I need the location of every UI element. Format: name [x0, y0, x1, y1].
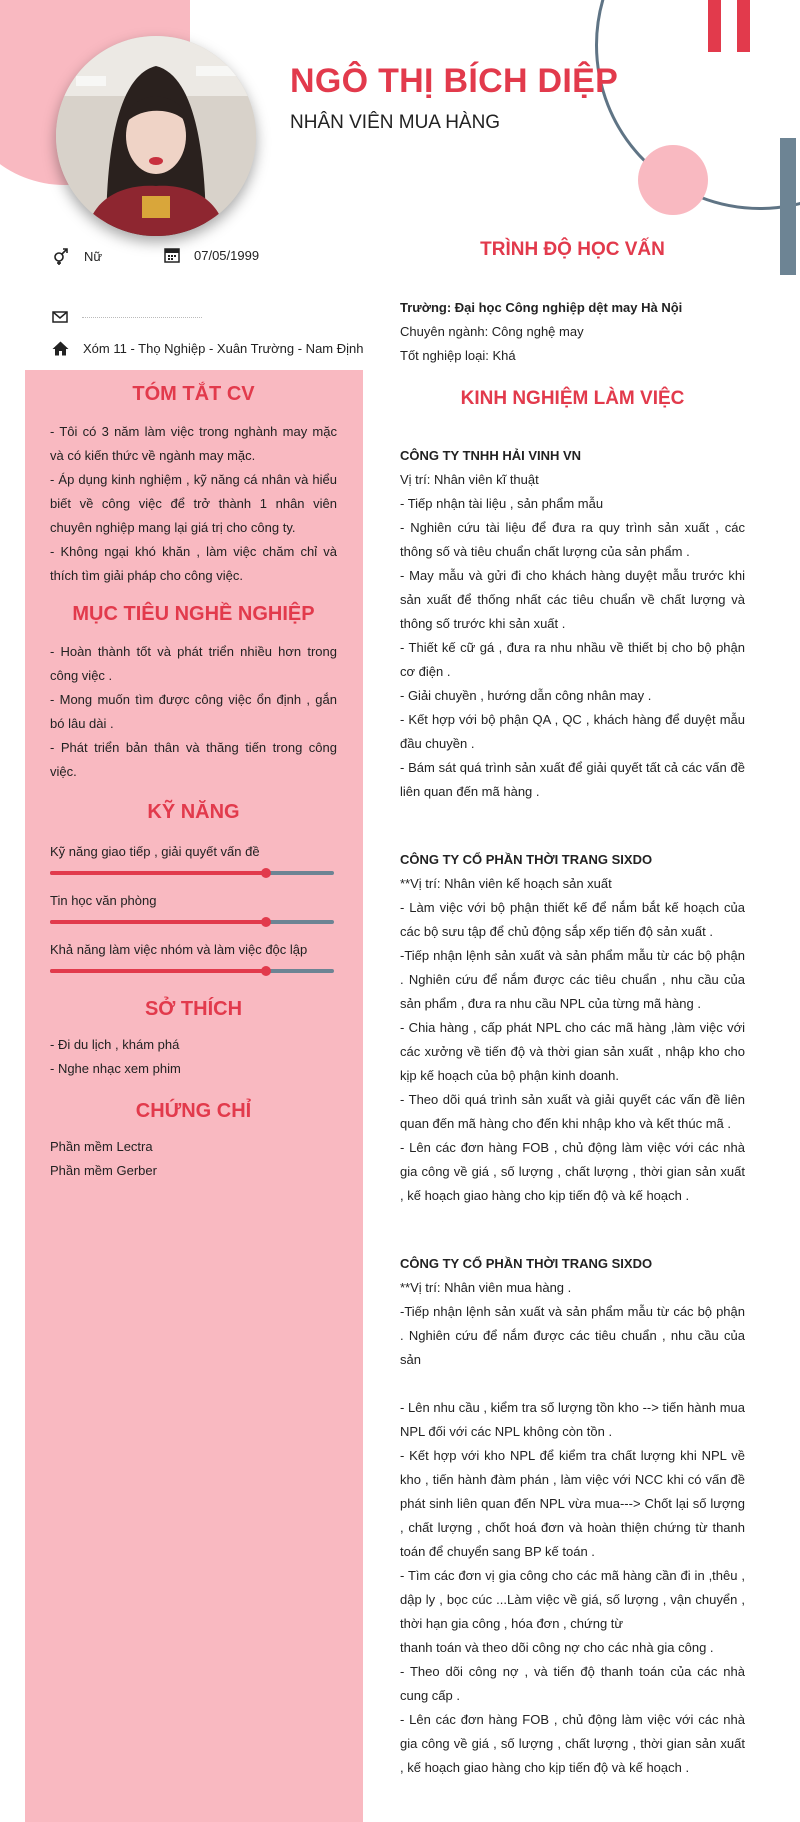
- hobbies-title: SỞ THÍCH: [144, 998, 243, 1020]
- avatar-photo: [56, 36, 256, 236]
- calendar-icon: [164, 247, 180, 263]
- skill-item: [50, 892, 334, 924]
- job-duty: - Theo dõi quá trình sản xuất và giải quyết các vấn đề liên quan đến mã hàng cho đến khi nhập kho và kết thúc mã .: [400, 1092, 745, 1131]
- job-duty: - Lên các đơn hàng FOB , chủ động làm việc với các nhà gia công về giá , số lượng , chất lượng , thời gian sản xuất , kế hoạch giao hàng cho kịp tiến độ và kế hoạch .: [400, 1712, 745, 1775]
- hobby-item: - Nghe nhạc xem phim: [50, 1061, 181, 1076]
- skill-knob[interactable]: [261, 917, 271, 927]
- job-duty: - Theo dõi công nợ , và tiến độ thanh toán của các nhà cung cấp .: [400, 1664, 745, 1703]
- skill-fill: [50, 969, 266, 973]
- gender-row: [52, 247, 102, 265]
- job-company: CÔNG TY CỔ PHẦN THỜI TRANG SIXDO: [400, 1256, 653, 1271]
- job-duty: - Nghiên cứu tài liệu để đưa ra quy trình sản xuất , các thông số và tiêu chuẩn chất lượng của sản phẩm .: [400, 520, 745, 559]
- job-position: **Vị trí: Nhân viên kế hoạch sản xuất: [400, 876, 612, 891]
- job-company: CÔNG TY CỔ PHẦN THỜI TRANG SIXDO: [400, 852, 653, 867]
- skill-item: [50, 941, 334, 973]
- job-duty: - Tiếp nhận tài liệu , sản phẩm mẫu: [400, 496, 604, 511]
- job-position: **Vị trí: Nhân viên mua hàng .: [400, 1280, 572, 1295]
- skills-title-wrap: [50, 801, 337, 824]
- summary-section: [50, 383, 337, 588]
- job-duty: - Làm việc với bộ phận thiết kế để nắm bắt kế hoạch của các bộ sưu tập để chủ động sắp xếp tiến độ sản xuất .: [400, 900, 745, 939]
- experience-title: KINH NGHIỆM LÀM VIỆC: [460, 388, 685, 409]
- job-duty: - Bám sát quá trình sản xuất để giải quyết tất cả các vấn đề liên quan đến mã hàng .: [400, 760, 745, 799]
- certificates-section: [50, 1100, 337, 1183]
- skill-fill: [50, 920, 266, 924]
- decor-side-bar: [780, 138, 796, 275]
- job-position: Vị trí: Nhân viên kĩ thuật: [400, 472, 539, 487]
- birthday-value: 07/05/1999: [194, 247, 260, 263]
- job-duty: - Giải chuyền , hướng dẫn công nhân may .: [400, 688, 652, 703]
- decor-red-bar: [737, 0, 750, 52]
- candidate-name: NGÔ THỊ BÍCH DIỆP: [290, 62, 619, 100]
- job-duty: - Chia hàng , cấp phát NPL cho các mã hàng ,làm việc với các xưởng về tiến độ và thời gian sản xuất , nhập kho cho kịp kế hoạch của bộ phận kinh doanh.: [400, 1020, 745, 1083]
- blank-line: [400, 1372, 745, 1396]
- objective-title: MỤC TIÊU NGHỀ NGHIỆP: [72, 603, 315, 625]
- job-company: CÔNG TY TNHH HẢI VINH VN: [400, 448, 582, 463]
- hobbies-list: [50, 1033, 337, 1081]
- job-duty: - Kết hợp với kho NPL để kiểm tra chất lượng khi NPL về kho , tiến hành đàm phán , làm việc với NCC khi có vấn đề phát sinh liên quan đến NPL vừa mua---> Chốt lại số lượng , chất lượng , chốt hoá đơn và hoàn thiện chứng từ thanh toán để chuyển sang BP kế toán .: [400, 1448, 745, 1559]
- objective-text: [50, 640, 337, 784]
- job-block: [400, 848, 745, 1208]
- summary-text: [50, 420, 337, 588]
- skill-bar: [50, 920, 334, 924]
- education-school: Trường: Đại học Công nghiệp dệt may Hà Nội: [400, 300, 683, 315]
- email-row: [52, 310, 202, 324]
- skill-item: [50, 843, 334, 875]
- hobby-item: - Đi du lịch , khám phá: [50, 1037, 180, 1052]
- decor-red-bar: [708, 0, 721, 52]
- certificates-title: CHỨNG CHỈ: [135, 1100, 252, 1122]
- job-block: [400, 444, 745, 804]
- address-value: Xóm 11 - Thọ Nghiệp - Xuân Trường - Nam Định: [83, 341, 364, 356]
- job-duty: - May mẫu và gửi đi cho khách hàng duyệt mẫu trước khi sản xuất để thống nhất các tiêu chuẩn về chất lượng và thông số trước khi sản xuất .: [400, 568, 745, 631]
- email-value[interactable]: [82, 317, 202, 323]
- certificates-list: [50, 1135, 337, 1183]
- education-major: Chuyên ngành: Công nghệ may: [400, 324, 584, 339]
- job-duty: -Tiếp nhận lệnh sản xuất và sản phẩm mẫu từ các bộ phận . Nghiên cứu để nắm được các tiêu chuẩn , nhu cầu của sản: [400, 1304, 745, 1367]
- summary-line: - Tôi có 3 năm làm việc trong nghành may mặc và có kiến thức về ngành may mặc.: [50, 424, 337, 463]
- skill-knob[interactable]: [261, 868, 271, 878]
- education-title: TRÌNH ĐỘ HỌC VẤN: [480, 239, 665, 260]
- skill-bar: [50, 969, 334, 973]
- job-duty: - Thiết kế cữ gá , đưa ra nhu nhầu về thiết bị cho bộ phận cơ điện .: [400, 640, 745, 679]
- education-grade: Tốt nghiệp loại: Khá: [400, 348, 516, 363]
- email-icon: [52, 310, 68, 324]
- certificate-item: Phần mềm Lectra: [50, 1139, 153, 1154]
- objective-line: - Hoàn thành tốt và phát triển nhiều hơn trong công việc .: [50, 644, 337, 683]
- certificate-item: Phần mềm Gerber: [50, 1163, 157, 1178]
- skills-title: KỸ NĂNG: [147, 801, 240, 823]
- job-duty: -Tiếp nhận lệnh sản xuất và sản phẩm mẫu từ các bộ phận . Nghiên cứu để nắm được các tiêu chuẩn , nhu cầu của sản phẩm , đưa ra nhu cầu NPL của từng mã hàng .: [400, 948, 745, 1011]
- birthday-row: [164, 247, 259, 263]
- hobbies-section: [50, 998, 337, 1081]
- objective-line: - Phát triển bản thân và thăng tiến trong công việc.: [50, 740, 337, 779]
- job-block: [400, 1252, 745, 1780]
- skill-name: Tin học văn phòng: [50, 893, 157, 908]
- job-duty: - Kết hợp với bộ phận QA , QC , khách hàng để duyệt mẫu đầu chuyền .: [400, 712, 745, 751]
- job-title: NHÂN VIÊN MUA HÀNG: [290, 112, 501, 133]
- gender-value: Nữ: [84, 248, 103, 264]
- skill-knob[interactable]: [261, 966, 271, 976]
- summary-line: - Không ngại khó khăn , làm việc chăm chỉ và thích tìm giải pháp cho công việc.: [50, 544, 337, 583]
- job-duty: - Lên nhu cầu , kiểm tra số lượng tồn kho --> tiến hành mua NPL đối với các NPL không còn tồn .: [400, 1400, 745, 1439]
- summary-line: - Áp dụng kinh nghiệm , kỹ năng cá nhân và hiểu biết về công việc để trở thành 1 nhân viên chuyên nghiệp mang lại giá trị cho công ty.: [50, 472, 337, 535]
- objective-line: - Mong muốn tìm được công việc ổn định , gắn bó lâu dài .: [50, 692, 337, 731]
- job-duty: - Lên các đơn hàng FOB , chủ động làm việc với các nhà gia công về giá , số lượng , chất lượng , thời gian sản xuất , kế hoạch giao hàng cho kịp tiến độ và kế hoạch .: [400, 1140, 745, 1203]
- skill-name: Khả năng làm việc nhóm và làm việc độc lập: [50, 942, 308, 957]
- gender-icon: [52, 247, 70, 265]
- skill-name: Kỹ năng giao tiếp , giải quyết vấn đề: [50, 844, 260, 859]
- address-row: [52, 341, 363, 356]
- summary-title: TÓM TẮT CV: [132, 383, 255, 405]
- avatar: [56, 36, 256, 236]
- home-icon: [52, 341, 69, 356]
- skill-fill: [50, 871, 266, 875]
- skill-bar: [50, 871, 334, 875]
- education-details: [400, 296, 745, 368]
- decor-pink-dot: [638, 145, 708, 215]
- job-duty: - Tìm các đơn vị gia công cho các mã hàng cần đi in ,thêu , dập ly , bọc cúc ...Làm việc về giá, số lượng , vận chuyển , thời hạn gia công , hóa đơn , chứng từ: [400, 1568, 745, 1631]
- objective-section: [50, 603, 337, 784]
- job-duty: thanh toán và theo dõi công nợ cho các nhà gia công .: [400, 1640, 714, 1655]
